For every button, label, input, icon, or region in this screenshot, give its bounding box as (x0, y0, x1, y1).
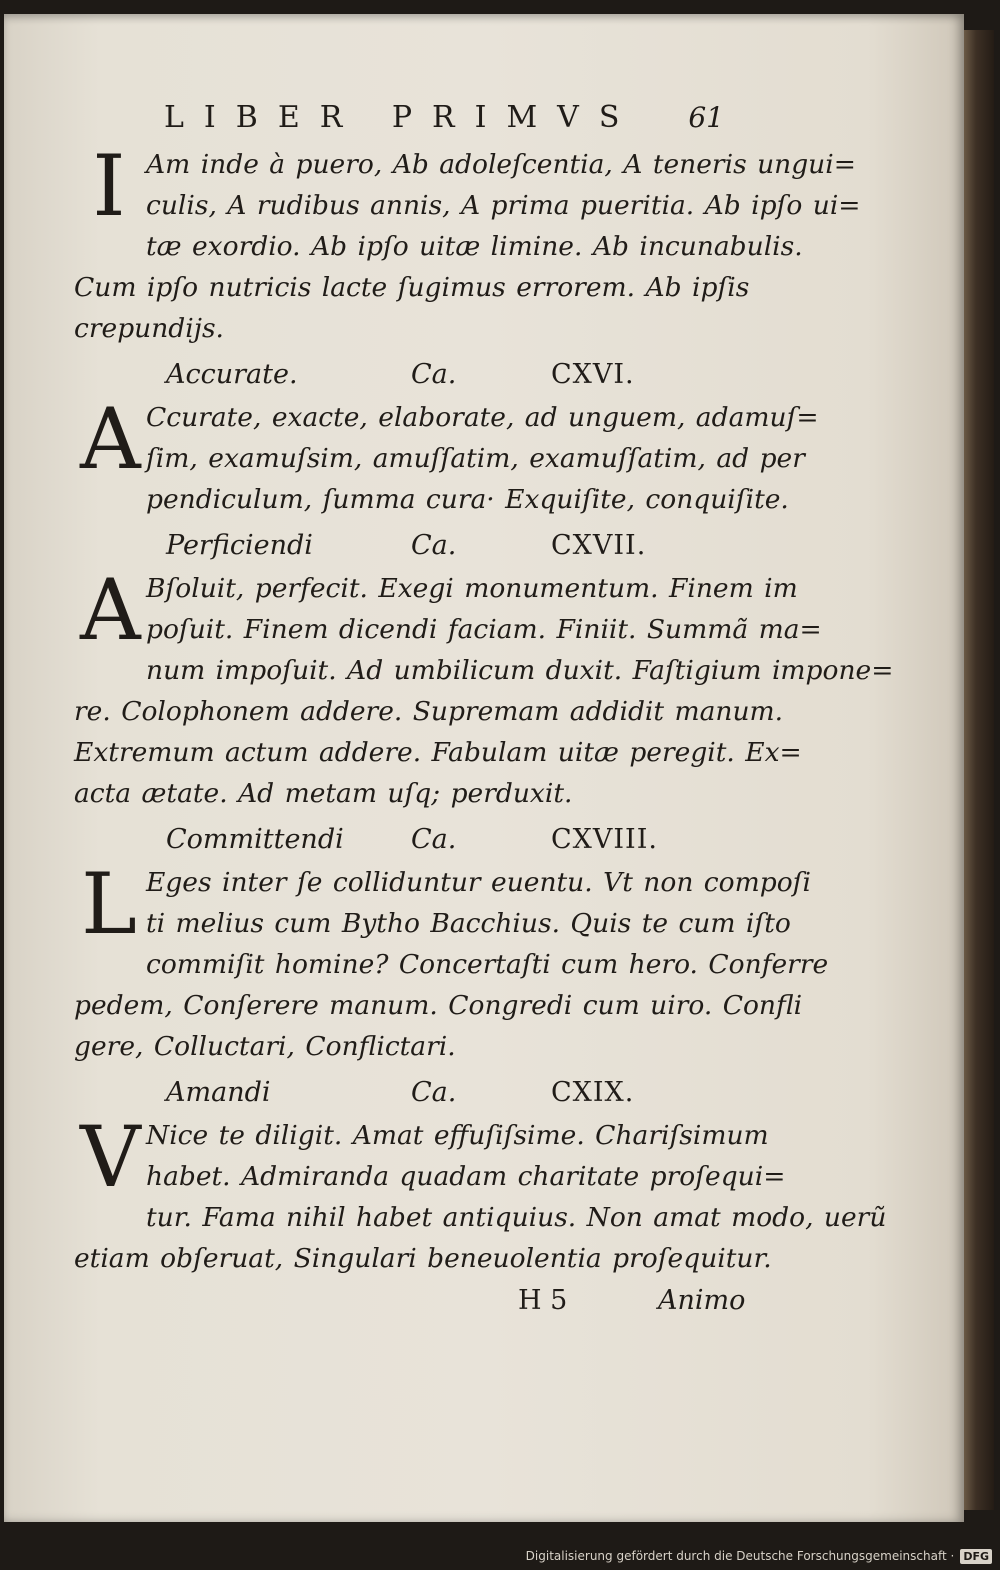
page-text (74, 100, 894, 1321)
drop-initial: V (80, 1108, 141, 1206)
text-line: acta ætate. Ad metam uſq; perduxit. (74, 778, 573, 809)
dfg-logo-icon: DFG (960, 1549, 992, 1564)
text-line: re. Colophonem addere. Supremam addidit manum. (74, 696, 784, 727)
text-line: Bſoluit, perfecit. Exegi monumentum. Finem im (146, 573, 798, 604)
text-line: num impoſuit. Ad umbilicum duxit. Faſtigium impone= (146, 655, 894, 686)
chapter-cap: Ca. (411, 358, 457, 390)
text-line: habet. Admiranda quadam charitate proſequi= (146, 1161, 786, 1192)
chapter-title: Perficiendi (166, 529, 313, 561)
text-line: Eges inter ſe colliduntur euentu. Vt non compoſi (146, 867, 811, 898)
text-line: Nice te diligit. Amat effuſiſsime. Chariſsimum (146, 1120, 769, 1151)
drop-initial: A (80, 561, 141, 659)
chapter-number: CXVI. (551, 358, 635, 390)
folio-number: 61 (688, 101, 724, 134)
text-line: ti melius cum Bytho Bacchius. Quis te cum iſto (146, 908, 791, 939)
chapter-number: CXIX. (551, 1076, 635, 1108)
text-line: culis, A rudibus annis, A prima pueritia. Ab ipſo ui= (146, 190, 861, 221)
chapter-heading (74, 351, 744, 397)
page-edge (964, 30, 994, 1510)
text-line: Extremum actum addere. Fabulam uitæ peregit. Ex= (74, 737, 802, 768)
chapter-number: CXVII. (551, 529, 647, 561)
text-line: etiam obſeruat, Singulari beneuolentia proſequitur. (74, 1243, 772, 1274)
text-line: gere, Colluctari, Conflictari. (74, 1031, 456, 1062)
digitization-credit (526, 1546, 992, 1566)
signature-mark: H 5 (518, 1284, 568, 1316)
text-line: commiſit homine? Concertaſti cum hero. Conferre (146, 949, 829, 980)
chapter-paragraph (74, 855, 829, 1067)
chapter-title: Amandi (166, 1076, 271, 1108)
chapter-cap: Ca. (411, 529, 457, 561)
catchword: Animo (658, 1284, 746, 1316)
chapter-cap: Ca. (411, 1076, 457, 1108)
chapter-paragraph (74, 561, 894, 814)
drop-initial: L (81, 855, 137, 953)
chapter-heading (74, 816, 744, 862)
chapter-paragraph (74, 1108, 887, 1279)
page-footer (74, 1279, 744, 1321)
chapter-cap: Ca. (411, 823, 457, 855)
text-line: poſuit. Finem dicendi faciam. Finiit. Summã ma= (146, 614, 822, 645)
text-line: ſim, examuſsim, amuſſatim, examuſſatim, ad per (146, 443, 805, 474)
text-line: tur. Fama nihil habet antiquius. Non amat modo, uerũ (146, 1202, 887, 1233)
text-line: Cum ipſo nutricis lacte ſugimus errorem. Ab ipſis (74, 272, 750, 303)
chapter-title: Committendi (166, 823, 344, 855)
chapter-title: Accurate. (166, 358, 298, 390)
running-head-title: LIBER PRIMVS (164, 100, 640, 135)
running-head (164, 100, 724, 144)
chapter-heading (74, 1069, 744, 1115)
drop-initial: A (80, 390, 141, 488)
drop-initial: I (92, 137, 126, 235)
chapter-paragraph (74, 390, 819, 520)
text-line: crepundijs. (74, 313, 224, 344)
text-line: Am inde à puero, Ab adoleſcentia, A teneris ungui= (146, 149, 856, 180)
chapter-number: CXVIII. (551, 823, 658, 855)
text-line: Ccurate, exacte, elaborate, ad unguem, adamuſ= (146, 402, 819, 433)
credit-text: Digitalisierung gefördert durch die Deutsche Forschungsgemeinschaft · (525, 1549, 955, 1563)
intro-paragraph (74, 137, 861, 349)
text-line: tæ exordio. Ab ipſo uitæ limine. Ab incunabulis. (146, 231, 803, 262)
text-line: pedem, Conſerere manum. Congredi cum uiro. Confli (74, 990, 803, 1021)
text-line: pendiculum, ſumma cura· Exquiſite, conquiſite. (146, 484, 789, 515)
chapter-heading (74, 522, 744, 568)
